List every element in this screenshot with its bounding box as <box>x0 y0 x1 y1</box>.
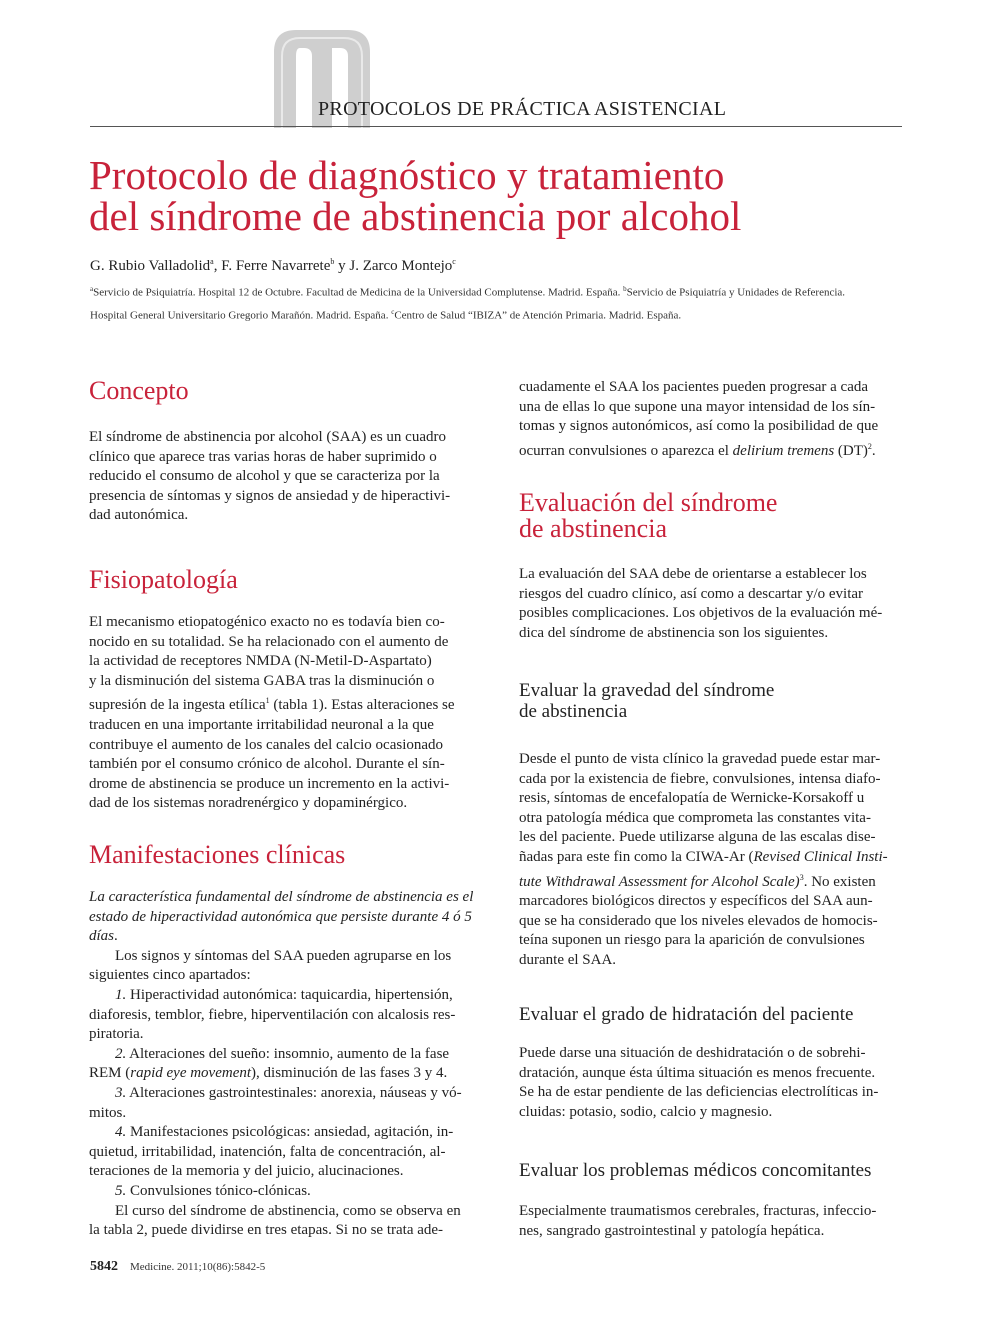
text-fragment: . <box>114 928 118 945</box>
text-line <box>89 691 472 716</box>
section-label: PROTOCOLOS DE PRÁCTICA ASISTENCIAL <box>318 98 727 120</box>
author-name: F. Ferre Navarrete <box>221 258 331 274</box>
text-line: siguientes cinco apartados: <box>89 967 251 984</box>
affiliation-text: Servicio de Psiquiatría y Unidades de Referencia. <box>626 286 846 299</box>
affiliation-text: Hospital General Universitario Gregorio Marañón. Madrid. España. <box>90 309 392 322</box>
list-item <box>89 1182 472 1202</box>
text-line: marcadores biológicos directos y específicos del SAA aun- <box>519 893 873 910</box>
text-fragment: días <box>89 928 115 945</box>
text-line: estado de hiperactividad autonómica que persiste durante 4 ó 5 <box>89 908 472 925</box>
article-title <box>89 152 889 239</box>
text-fragment: rapid eye movement <box>130 1065 252 1082</box>
heading-concepto: Concepto <box>89 376 189 405</box>
text-fragment: (DT) <box>834 442 868 459</box>
reference-mark: 1 <box>265 696 270 706</box>
author-name: G. Rubio Valladolid <box>90 258 211 274</box>
text-line: La evaluación del SAA debe de orientarse a establecer los <box>519 566 867 582</box>
text-line: Desde el punto de vista clínico la gravedad puede estar mar- <box>519 751 881 767</box>
heading-line: de abstinencia <box>519 514 667 543</box>
text-line: riesgos del cuadro clínico, así como a descartar y/o evitar <box>519 585 864 602</box>
text-fragment: tute Withdrawal Assessment for Alcohol Scale) <box>519 873 800 890</box>
text-fragment: delirium tremens <box>732 442 835 459</box>
text-line: El síndrome de abstinencia por alcohol (SAA) es un cuadro <box>89 429 446 445</box>
list-number: 2. <box>115 1045 127 1062</box>
author-separator: , <box>213 258 222 274</box>
text-fragment: Revised Clinical Insti- <box>753 848 888 865</box>
text-line: durante el SAA. <box>519 951 617 968</box>
text-line: nocido en su totalidad. Se ha relacionado con el aumento de <box>89 633 449 650</box>
heading-fisiopatologia: Fisiopatología <box>89 565 238 594</box>
authors <box>90 257 456 275</box>
list-number: 3. <box>115 1084 127 1101</box>
page-number: 5842 <box>90 1259 118 1274</box>
subheading-gravedad <box>519 680 774 722</box>
text-line: dica del síndrome de abstinencia son los siguientes. <box>519 624 829 641</box>
text-line: Los signos y síntomas del SAA pueden agruparse en los <box>115 947 452 964</box>
text-line: una de ellas lo que supone una mayor intensidad de los sín- <box>519 398 876 415</box>
text-line: teína suponen un riesgo para la aparición de convulsiones <box>519 932 865 949</box>
paragraph-continuation <box>519 378 902 461</box>
paragraph-hidratacion <box>519 1044 902 1122</box>
text-fragment: Hiperactividad autonómica: taquicardia, hipertensión, <box>126 986 453 1003</box>
subheading-hidratacion: Evaluar el grado de hidratación del paciente <box>519 1004 854 1025</box>
text-line: dad autonómica. <box>89 507 189 524</box>
affiliation-line <box>90 280 902 303</box>
paragraph-manifestaciones <box>89 888 472 1241</box>
text-line <box>519 868 902 893</box>
author-affil-mark: a <box>210 257 214 266</box>
text-line: traducen en una importante irritabilidad neuronal a la que <box>89 716 434 733</box>
reference-mark: 2 <box>867 441 872 451</box>
text-line <box>519 437 902 462</box>
text-line <box>89 1064 472 1084</box>
list-item <box>89 1084 472 1104</box>
affil-mark: b <box>623 285 627 293</box>
list-number: 4. <box>115 1124 127 1141</box>
title-line: del síndrome de abstinencia por alcohol <box>89 193 742 239</box>
text-line: teraciones de la memoria y del juicio, alucinaciones. <box>89 1163 404 1180</box>
list-number: 5. <box>115 1182 127 1199</box>
text-line: cuadamente el SAA los pacientes pueden progresar a cada <box>519 379 869 395</box>
text-line: les del paciente. Puede utilizarse alguna de las escalas dise- <box>519 829 876 846</box>
text-line: El curso del síndrome de abstinencia, como se observa en <box>115 1202 461 1219</box>
text-line: cluidas: potasio, sodio, calcio y magnesio. <box>519 1103 773 1120</box>
text-line: El mecanismo etiopatogénico exacto no es todavía bien co- <box>89 614 445 630</box>
reference-mark: 3 <box>799 872 804 882</box>
text-line: Se ha de estar pendiente de las deficiencias electrolíticas in- <box>519 1084 879 1101</box>
affil-mark: a <box>90 285 94 293</box>
text-line: contribuye el aumento de los canales del calcio ocasionado <box>89 736 444 753</box>
text-fragment: ), disminución de las fases 3 y 4. <box>251 1065 448 1082</box>
header-divider <box>90 126 902 127</box>
text-line: nes, sangrado gastrointestinal y patología hepática. <box>519 1222 825 1239</box>
heading-evaluacion <box>519 490 777 542</box>
text-fragment: Alteraciones del sueño: insomnio, aumento de la fase <box>126 1045 450 1062</box>
text-line: Especialmente traumatismos cerebrales, fracturas, infeccio- <box>519 1203 877 1219</box>
text-line: La característica fundamental del síndrome de abstinencia es el <box>89 889 474 905</box>
paragraph-evaluacion <box>519 565 902 643</box>
text-line: piratoria. <box>89 1026 144 1043</box>
affiliation-text: Centro de Salud “IBIZA” de Atención Primaria. Madrid. España. <box>394 309 682 322</box>
heading-line: Evaluar la gravedad del síndrome <box>519 680 775 701</box>
text-line: otra patología médica que comprometa las constantes vita- <box>519 809 871 826</box>
author-affil-mark: c <box>452 257 456 266</box>
text-fragment: ocurran convulsiones o aparezca el <box>519 442 733 459</box>
heading-manifestaciones: Manifestaciones clínicas <box>89 840 346 869</box>
text-line: tomas y signos autonómicos, así como la posibilidad de que <box>519 418 879 435</box>
text-line: la tabla 2, puede dividirse en tres etapas. Si no se trata ade- <box>89 1222 444 1239</box>
text-line: que se ha considerado que los niveles elevados de homocis- <box>519 912 878 929</box>
text-line: resis, síntomas de encefalopatía de Wernicke-Korsakoff u <box>519 790 865 807</box>
list-item <box>89 1123 472 1143</box>
text-line: cada por la existencia de fiebre, convulsiones, intensa diafo- <box>519 770 881 787</box>
text-line: dad de los sistemas noradrenérgico y dopaminérgico. <box>89 795 408 812</box>
text-fragment: Alteraciones gastrointestinales: anorexia, náuseas y vó- <box>126 1084 462 1101</box>
list-item <box>89 1045 472 1065</box>
text-fragment: Convulsiones tónico-clónicas. <box>126 1182 311 1199</box>
page-footer <box>90 1259 265 1275</box>
affiliation-line <box>90 303 902 326</box>
paragraph-concepto <box>89 428 472 526</box>
heading-line: de abstinencia <box>519 701 628 722</box>
paragraph-fisiopatologia <box>89 613 472 814</box>
text-fragment: . <box>871 442 876 459</box>
subheading-concomitantes: Evaluar los problemas médicos concomitantes <box>519 1160 872 1181</box>
text-line: la actividad de receptores NMDA (N-Metil-D-Aspartato) <box>89 653 432 670</box>
text-fragment: . No existen <box>803 873 876 890</box>
text-fragment: supresión de la ingesta etílica <box>89 697 266 714</box>
author-separator: y <box>334 258 350 274</box>
author-name: J. Zarco Montejo <box>349 258 453 274</box>
text-line <box>519 848 902 868</box>
text-line: quietud, irritabilidad, inatención, falta de concentración, al- <box>89 1143 446 1160</box>
text-line: mitos. <box>89 1104 127 1121</box>
heading-line: Evaluación del síndrome <box>519 488 778 517</box>
affiliations <box>90 280 902 325</box>
text-line: también por el consumo crónico de alcohol. Durante el sín- <box>89 756 445 773</box>
text-fragment: (tabla 1). Estas alteraciones se <box>269 697 455 714</box>
author-affil-mark: b <box>330 257 335 266</box>
text-line: y la disminución del sistema GABA tras la disminución o <box>89 672 435 689</box>
text-fragment: ñadas para este fin como la CIWA-Ar ( <box>519 848 754 865</box>
list-item <box>89 986 472 1006</box>
text-line: drome de abstinencia se produce un incremento en la activi- <box>89 775 450 792</box>
paragraph-gravedad <box>519 750 902 971</box>
text-line: posibles complicaciones. Los objetivos de la evaluación mé- <box>519 605 883 622</box>
text-line: dratación, aunque ésta última situación es menos frecuente. <box>519 1064 876 1081</box>
title-line: Protocolo de diagnóstico y tratamiento <box>89 152 725 198</box>
paragraph-concomitantes <box>519 1202 902 1241</box>
text-line: Puede darse una situación de deshidratación o de sobrehi- <box>519 1045 866 1061</box>
text-line: reducido el consumo de alcohol y que se caracteriza por la <box>89 468 440 485</box>
affiliation-text: Servicio de Psiquiatría. Hospital 12 de Octubre. Facultad de Medicina de la Universidad Complutense. Madrid. España. <box>93 286 624 299</box>
journal-citation: Medicine. 2011;10(86):5842-5 <box>130 1261 266 1273</box>
text-fragment: Manifestaciones psicológicas: ansiedad, agitación, in- <box>126 1124 454 1141</box>
text-fragment: REM ( <box>89 1065 131 1082</box>
affil-mark: c <box>391 307 395 316</box>
text-line: clínico que aparece tras varias horas de haber suprimido o <box>89 448 437 465</box>
text-line: diaforesis, temblor, fiebre, hiperventilación con alcalosis res- <box>89 1006 456 1023</box>
text-line <box>89 927 472 947</box>
list-number: 1. <box>115 986 127 1003</box>
text-line: presencia de síntomas y signos de ansiedad y de hiperactivi- <box>89 487 451 504</box>
